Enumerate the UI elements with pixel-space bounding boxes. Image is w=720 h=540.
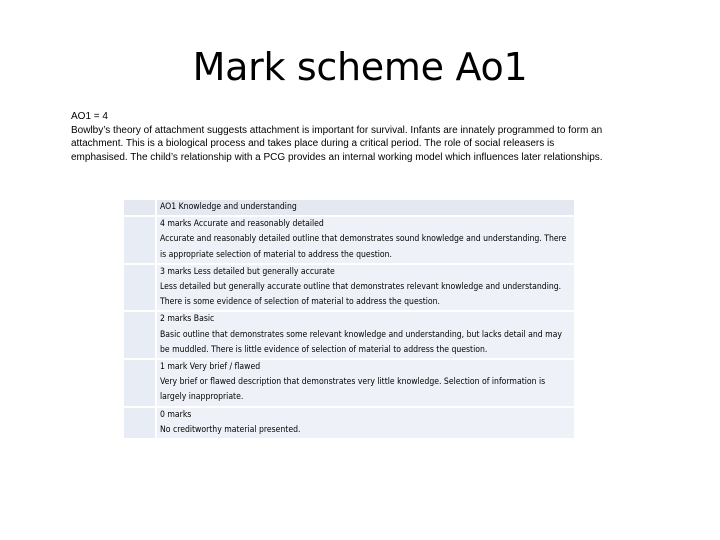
band-cell xyxy=(156,264,574,312)
band-cell xyxy=(156,311,574,359)
band-cell xyxy=(156,216,574,264)
intro-text-block xyxy=(71,110,611,164)
table-row xyxy=(124,216,574,264)
row-side-cell xyxy=(124,407,156,439)
row-side-cell xyxy=(124,200,156,216)
row-side-cell xyxy=(124,216,156,264)
table-row xyxy=(124,359,574,407)
row-side-cell xyxy=(124,264,156,312)
table-row xyxy=(124,311,574,359)
row-side-cell xyxy=(124,359,156,407)
band-description: Very brief or flawed description that demonstrates very little knowledge. Selection of information is largely inappropriate. xyxy=(160,377,546,403)
band-description: Less detailed but generally accurate outline that demonstrates relevant knowledge and understanding. There is some evidence of selection of material to address the question. xyxy=(160,282,562,308)
table-row xyxy=(124,407,574,439)
table-row xyxy=(124,264,574,312)
band-marks: 4 marks Accurate and reasonably detailed xyxy=(160,219,324,230)
table-header-label: AO1 Knowledge and understanding xyxy=(160,202,297,212)
slide-title: Mark scheme Ao1 xyxy=(192,45,528,89)
table-header-row xyxy=(124,200,574,216)
ao1-heading: AO1 = 4 xyxy=(71,111,108,122)
band-marks: 2 marks Basic xyxy=(160,314,215,325)
band-description: Accurate and reasonably detailed outline that demonstrates sound knowledge and understanding. There is appropriate selection of material to address the question. xyxy=(160,234,567,260)
mark-scheme-table xyxy=(124,200,574,440)
band-marks: 0 marks xyxy=(160,409,192,420)
row-side-cell xyxy=(124,311,156,359)
band-cell xyxy=(156,407,574,439)
band-marks: 3 marks Less detailed but generally accurate xyxy=(160,266,335,277)
band-cell xyxy=(156,359,574,407)
band-marks: 1 mark Very brief / flawed xyxy=(160,362,261,373)
band-description: Basic outline that demonstrates some relevant knowledge and understanding, but lacks detail and may be muddled. There is little evidence of selection of material to address the question. xyxy=(160,329,562,355)
table-header-cell xyxy=(156,200,574,216)
ao1-model-answer: Bowlby’s theory of attachment suggests attachment is important for survival. Infants are innately programmed to form an attachment. This is a biological process and takes place during a critical period. The role of social releasers is emphasised. The child’s relationship with a PCG provides an internal working model which influences later relationships. xyxy=(71,124,603,163)
band-description: No creditworthy material presented. xyxy=(160,424,301,435)
